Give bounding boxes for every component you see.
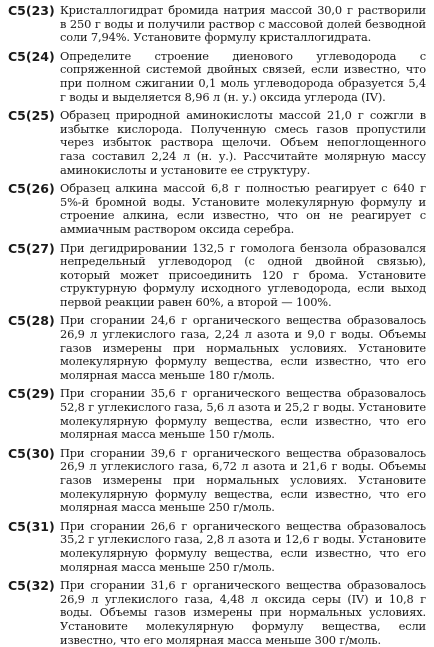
problem-number: C5(23) — [8, 3, 55, 18]
problem-text: При дегидрировании 132,5 г гомолога бензола образовался непредельный углеводород (с одной двойной связью), который может присоединить 120 г брома. Установите структурную формулу исходного углеводорода, если выход первой реакции равен 60%, а второй — 100%. — [60, 240, 426, 309]
problem-c5-26 — [8, 182, 426, 236]
problem-c5-32 — [8, 579, 426, 647]
problem-number: C5(24) — [8, 48, 55, 64]
problem-number: C5(29) — [8, 386, 55, 402]
problem-text: Кристаллогидрат бромида натрия массой 30,0 г растворили в 250 г воды и получили раствор с массовой долей безводной соли 7,94%. Установите формулу кристаллогидрата. — [60, 3, 426, 45]
problem-text: Образец природной аминокислоты массой 21,0 г сожгли в избытке кислорода. Полученную смесь газов пропустили через избыток раствора щелочи. Объем непоглощенного газа составил 2,24 л (н. у.). Рассчитайте молярную массу аминокислоты и установите ее структуру. — [60, 108, 426, 177]
problem-text: Образец алкина массой 6,8 г полностью реагирует с 640 г 5%-й бромной воды. Установите молекулярную формулу и строение алкина, если известно, что он не реагирует с аммиачным раствором оксида серебра. — [60, 181, 426, 236]
problem-c5-29 — [8, 387, 426, 441]
problem-text: При сгорании 35,6 г органического вещества образовалось 52,8 г углекислого газа, 5,6 л азота и 25,2 г воды. Установите молекулярную формулу вещества, если известно, что его молярная масса меньше 150 г/моль. — [60, 386, 426, 442]
problem-number: C5(31) — [8, 518, 55, 534]
problem-text: При сгорании 26,6 г органического вещества образовалось 35,2 г углекислого газа, 2,8 л азота и 12,6 г воды. Установите молекулярную формулу вещества, если известно, что его молярная масса меньше 250 г/моль. — [60, 518, 426, 574]
problem-text: Определите строение диенового углеводорода с сопряженной системой двойных связей, если известно, что при полном сжигании 0,1 моль углеводорода образуется 5,4 г воды и выделяется 8,96 л (н. у.) оксида углерода (IV). — [60, 48, 426, 104]
problem-c5-30 — [8, 447, 426, 515]
problem-number: C5(28) — [8, 313, 55, 329]
problem-c5-24 — [8, 50, 426, 104]
problem-c5-28 — [8, 314, 426, 382]
problem-number: C5(25) — [8, 108, 55, 124]
problem-c5-23 — [8, 4, 426, 45]
problem-c5-27 — [8, 242, 426, 310]
problem-number: C5(26) — [8, 181, 55, 197]
problem-number: C5(32) — [8, 578, 55, 594]
problem-number: C5(30) — [8, 445, 55, 461]
problem-c5-31 — [8, 520, 426, 574]
problem-text: При сгорании 31,6 г органического вещества образовалось 26,9 л углекислого газа, 4,48 л оксида серы (IV) и 10,8 г воды. Объемы газов измерены при нормальных условиях. Установите молекулярную формулу вещества, если известно, что его молярная масса меньше 300 г/моль. — [60, 578, 426, 647]
problem-text: При сгорании 24,6 г органического вещества образовалось 26,9 л углекислого газа, 2,24 л азота и 9,0 г воды. Объемы газов измерены при нормальных условиях. Установите молекулярную формулу вещества, если известно, что его молярная масса меньше 180 г/моль. — [60, 313, 426, 382]
problem-text: При сгорании 39,6 г органического вещества образовалось 26,9 л углекислого газа, 6,72 л азота и 21,6 г воды. Объемы газов измерены при нормальных условиях. Установите молекулярную формулу вещества, если известно, что его молярная масса меньше 250 г/моль. — [60, 445, 426, 515]
problem-c5-25 — [8, 109, 426, 177]
problem-number: C5(27) — [8, 240, 55, 256]
